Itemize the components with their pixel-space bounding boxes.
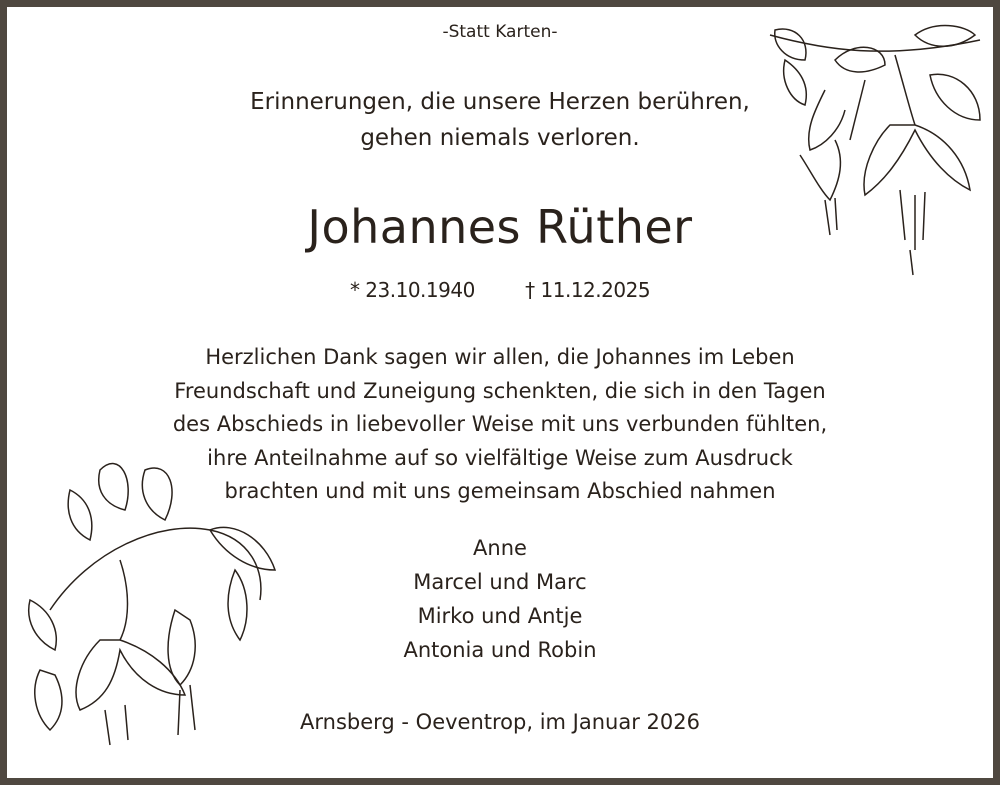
deceased-name: Johannes Rüther bbox=[307, 200, 693, 254]
family-member: Marcel und Marc bbox=[413, 570, 587, 594]
thanks-line: ihre Anteilnahme auf so vielfältige Weise zum Ausdruck bbox=[207, 445, 793, 470]
birth-date: * 23.10.1940 bbox=[349, 278, 475, 302]
fuchsia-illustration-top-right bbox=[765, 20, 995, 290]
family-member: Anne bbox=[473, 536, 527, 560]
death-date: † 11.12.2025 bbox=[525, 278, 651, 302]
quote-line: gehen niemals verloren. bbox=[360, 125, 640, 151]
thanks-line: Herzlichen Dank sagen wir allen, die Johannes im Leben bbox=[205, 345, 795, 369]
statt-karten-label: -Statt Karten- bbox=[442, 22, 558, 42]
thanks-line: brachten und mit uns gemeinsam Abschied nahmen bbox=[224, 479, 776, 503]
quote-line: Erinnerungen, die unsere Herzen berühren, bbox=[250, 89, 750, 115]
fuchsia-illustration-bottom-left bbox=[10, 430, 300, 750]
place-date: Arnsberg - Oeventrop, im Januar 2026 bbox=[300, 710, 700, 734]
thanks-line: Freundschaft und Zuneigung schenkten, die sich in den Tagen bbox=[174, 378, 826, 403]
family-member: Mirko und Antje bbox=[417, 604, 583, 628]
family-member: Antonia und Robin bbox=[403, 638, 597, 662]
thanks-line: des Abschieds in liebevoller Weise mit uns verbunden fühlten, bbox=[172, 412, 828, 436]
